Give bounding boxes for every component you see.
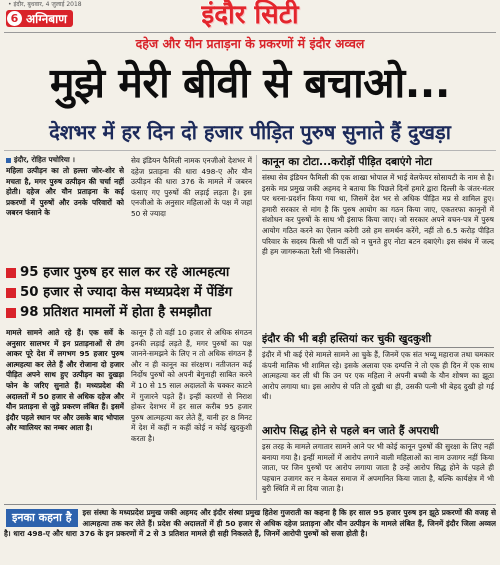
article-column-1-intro: महिला उत्पीड़न का तो हल्ला जोर-शोर से मचता है, मगर पुरुष उत्पीड़न की चर्चा नहीं होती। दहेज और यौन प्रताड़ना के कई प्रकरणों में पुरुषों और उनके परिवारों को जबरन फंसाने के: [6, 166, 124, 218]
byline-text: इंदौर, रोहित पचोरिया ।: [14, 155, 76, 164]
highlight-list: [6, 263, 254, 323]
quote-body: इस संस्था के मध्यप्रदेश प्रमुख जकी अहमद और इंदौर संस्था प्रमुख हितेश गुजराती का कहना है कि हर साल 95 हजार पुरुष इन झूठे प्रकरणों की वजह से आत्महत्या तक कर लेते हैं। प्रदेश की अदालतों में ही 50 हजार से अधिक दहेज प्रताड़ना और यौन उत्पीड़न के मामले लंबित हैं, जिनमें इंदौर जिला अव्वल है। धारा 498-ए और धारा 376 के इन प्रकरणों में 2 से 3 प्रतिशत मामले ही सही निकलते हैं, जिनमें आरोपी पुरुषों को सजा होती है।: [4, 508, 496, 539]
brand-name: अग्निबाण: [26, 12, 67, 26]
sidebar-body-accused: इस तरह के मामले लगातार सामने आने पर भी कोई कानून पुरुषों की सुरक्षा के लिए नहीं बनाया गया है। इन्हीं मामलों में आरोप लगाने वाली महिलाओं का नाम उजागर नहीं किया जाता, पर जिन पुरुषों पर आरोप लगाया जाता है उन्हें आरोप सिद्ध होने के पहले ही पहचान उजागर कर न केवल समाज में अपमानित किया जाता है, बल्कि कार्यक्षेत्र में भी बुरी स्थिति में ला दिया जाता है।: [262, 442, 494, 494]
sidebar-heading-law: कानून का टोटा...करोड़ों पीड़ित दबाएंगे नोटा: [262, 155, 494, 171]
kicker-headline: दहेज और यौन प्रताड़ना के प्रकरणों में इंदौर अव्वल: [135, 36, 365, 51]
highlight-item: [6, 303, 254, 323]
article-column-2-intro: सेव इंडियन फैमिली नामक एनजीओ देशभर में दहेज प्रताड़ना की धारा 498-ए और यौन उत्पीड़न की धारा 376 के मामले में जबरन फंसाए गए पुरुषों की लड़ाई लड़ता है। इस एनजीओ के अनुसार महिलाओं के पक्ष में जहां 50 से ज्यादा: [131, 156, 252, 218]
section-masthead: इंदौर सिटी: [201, 0, 299, 30]
main-headline: मुझे मेरी बीवी से बचाओ...: [50, 59, 450, 107]
sidebar-heading-accused: आरोप सिद्ध होने से पहले बन जाते हैं अपराधी: [262, 424, 494, 440]
page-number: 6: [7, 11, 22, 26]
red-square-bullet-icon: [6, 268, 16, 278]
highlight-text: 95 हजार पुरुष हर साल कर रहे आत्महत्या: [20, 265, 230, 280]
article-column-2-body: कानून हैं तो वहीं 10 हजार से अधिक संगठन इनकी लड़ाई लड़ते हैं, मगर पुरुषों का पक्ष जानने-समझने के लिए न तो अधिक संगठन हैं और न ही कानून का संरक्षण। नतीजतन कई निर्दोष पुरुषों को अपनी बेगुनाही साबित करने में 10 से 15 साल अदालतों के चक्कर काटने में गुजारने पड़ते हैं। इन्हीं कारणों से निराश होकर देशभर में हर साल करीब 95 हजार पुरुष आत्महत्या कर लेते हैं, यानी हर 8 मिनट में देश में कहीं न कहीं कोई न कोई खुदकुशी करता है।: [131, 328, 252, 443]
square-bullet-icon: [6, 158, 11, 163]
highlight-text: 98 प्रतिशत मामलों में होता है समझौता: [20, 305, 212, 320]
highlight-item: [6, 283, 254, 303]
quote-label: इनका कहना है: [6, 509, 78, 527]
byline: [6, 155, 124, 165]
header-divider: [4, 32, 496, 33]
quote-box: [4, 504, 496, 562]
sidebar-body-indore: इंदौर में भी कई ऐसे मामले सामने आ चुके हैं, जिनमें एक संत भय्यू महाराज तथा चमकार कंपनी मालिक भी शामिल रहे। इसके अलावा एक दम्पत्ति ने तो एक ही दिन में एक साथ आत्महत्या कर ली थी कि उन पर एक महिला ने अपनी बच्ची के यौन शोषण का झूठा आरोप लगाया था। इस आरोप से पति तो दुखी था ही, उसकी पत्नी भी बेहद दुखी हो गई थी।: [262, 350, 494, 402]
sidebar-body-law: संस्था सेव इंडियन फैमिली की एक शाखा भोपाल में भाई वेलफेयर सोसायटी के नाम से है। इसके मप्र प्रमुख जकी अहमद ने बताया कि पिछले दिनों हमारे द्वारा दिल्ली के जंतर-मंतर पर धरना-प्रदर्शन किया गया था, जिसमें देश भर से अधिक पीड़ित मप्र से शामिल हुए। हमारी सरकार से मांग है कि पुरुष आयोग का गठन किया जाए, एकतरफा कानूनों में संशोधन कर पुरुषों के साथ भी इंसाफ किया जाए। जो सरकार अपने वचन-पत्र में पुरुष आयोग गठित करने का ऐलान करेगी उसे हम समर्थन करेंगे, नहीं तो 6.5 करोड़ पीड़ित परिवार के सदस्य किसी भी पार्टी को न चुनते हुए नोटा बटन दबाएंगे। इस संबंध में जल्द ही हम जागरूकता रैली भी निकालेंगे।: [262, 173, 494, 257]
dateline: • इंदौर, बुधवार, 4 जुलाई 2018: [8, 1, 82, 8]
red-square-bullet-icon: [6, 308, 16, 318]
column-divider: [256, 155, 257, 500]
article-column-1-body: मामले सामने आते रहे हैं। एक सर्वे के अनुसार सालभर में इन प्रताड़नाओं से तंग आकर पूरे देश में लगभग 95 हजार पुरुष आत्महत्या कर लेते हैं और रोजाना दो हजार पीड़ित अपने साथ हुए उत्पीड़न का दुखड़ा फोन के जरिए सुनाते हैं। मध्यप्रदेश की अदालतों में 50 हजार से अधिक दहेज और यौन प्रताड़ना से जुड़े प्रकरण लंबित हैं। इसमें इंदौर पहले स्थान पर और उसके बाद भोपाल और ग्वालियर का नम्बर आता है।: [6, 328, 124, 433]
highlight-item: [6, 263, 254, 283]
sub-headline: देशभर में हर दिन दो हजार पीड़ित पुरुष सुनाते हैं दुखड़ा: [49, 120, 451, 144]
sidebar-heading-indore: इंदौर की भी बड़ी हस्तियां कर चुकी खुदकुशी: [262, 332, 494, 348]
red-square-bullet-icon: [6, 288, 16, 298]
highlight-text: 50 हजार से ज्यादा केस मध्यप्रदेश में पेंडिंग: [20, 285, 233, 300]
subhead-divider: [4, 150, 496, 151]
page-badge: [6, 10, 73, 27]
